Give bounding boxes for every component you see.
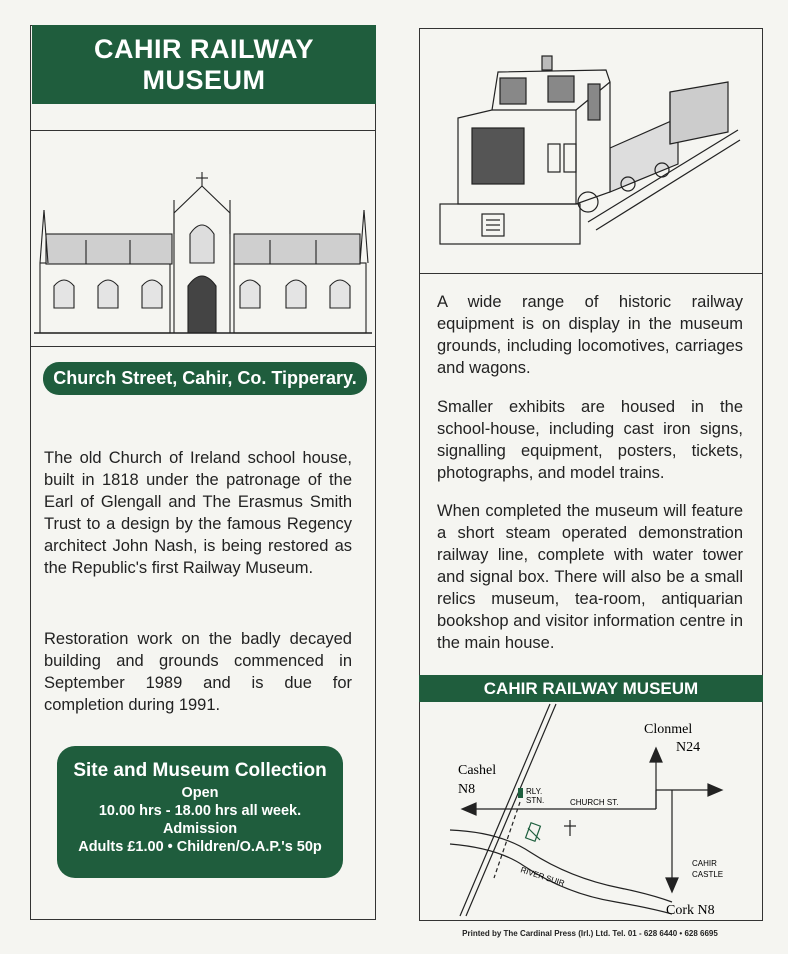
map-label-n24: N24 [676, 740, 701, 755]
left-title-banner [32, 25, 376, 104]
map-title: CAHIR RAILWAY MUSEUM [483, 679, 699, 698]
right-paragraph-1: A wide range of historic railway equipment is on display in the museum grounds, including locomotives, carriages and wagons. [437, 293, 743, 377]
map-label-cahir: CAHIR [692, 859, 717, 868]
info-heading: Site and Museum Collection [73, 760, 327, 781]
map-label-clonmel: Clonmel [644, 722, 693, 737]
location-map [420, 702, 762, 920]
address-text: Church Street, Cahir, Co. Tipperary. [53, 368, 357, 388]
divider [30, 130, 376, 131]
left-paragraph-2: Restoration work on the badly decayed building and grounds commenced in September 1989 and is due for completion during 1991. [44, 630, 352, 714]
map-label-cashel: Cashel [458, 763, 497, 778]
info-hours: 10.00 hrs - 18.00 hrs all week. [98, 803, 302, 819]
info-open-label: Open [181, 785, 219, 801]
locomotive-illustration [438, 52, 742, 258]
info-admission-label: Admission [162, 821, 238, 837]
map-label-rly: RLY. [526, 787, 543, 796]
church-illustration [34, 168, 372, 340]
divider [30, 346, 376, 347]
printer-credit: Printed by The Cardinal Press (Irl.) Ltd. Tel. 01 - 628 6440 • 628 6695 [462, 929, 718, 938]
title-line-1: CAHIR RAILWAY [93, 34, 315, 64]
map-label-church-st: CHURCH ST. [570, 798, 619, 807]
address-pill [43, 362, 367, 395]
map-label-cork: Cork N8 [666, 903, 715, 918]
right-paragraph-2: Smaller exhibits are housed in the school-house, including cast iron signs, signalling equipment, posters, tickets, photographs, and model trains. [437, 398, 743, 482]
map-label-stn: STN. [526, 796, 545, 805]
map-title-bar [419, 675, 763, 702]
divider [419, 273, 763, 274]
map-label-castle: CASTLE [692, 870, 724, 879]
right-paragraph-3: When completed the museum will feature a short steam operated demonstration railway line, complete with water tower and signal box. There will also be a small relics museum, tea-room, antiquarian bookshop and visitor information centre in the main house. [437, 502, 743, 652]
title-line-2: MUSEUM [142, 65, 266, 95]
map-label-n8-top: N8 [458, 782, 476, 797]
map-label-river: RIVER SUIR [519, 865, 566, 889]
info-box [57, 746, 343, 878]
info-prices: Adults £1.00 • Children/O.A.P.'s 50p [78, 839, 322, 855]
left-paragraph-1: The old Church of Ireland school house, built in 1818 under the patronage of the Earl of Glengall and The Erasmus Smith Trust to a design by the famous Regency architect John Nash, is being restored as the Republic's first Railway Museum. [44, 449, 352, 577]
